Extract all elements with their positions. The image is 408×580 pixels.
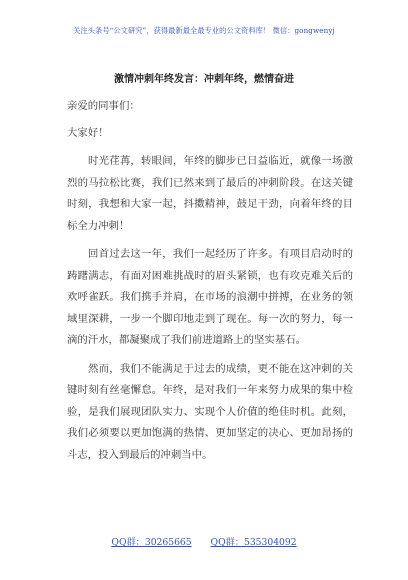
paragraph-3: 然而，我们不能满足于过去的成绩，更不能在这冲刺的关键时刻有丝毫懈怠。年终，是对我们一年来努力成果的集中检验，是我们展现团队实力、实现个人价值的绝佳时机。此刻，我们必须要以更加饱满的热情、更加坚定的决心、更加昂扬的斗志，投入到最后的冲刺当中。 [67, 362, 353, 461]
header-promo-note: 关注头条号“公文研究”，获得最新最全最专业的公文资料库！ 微信：gongwenyj [73, 26, 335, 35]
document-body [67, 96, 353, 466]
paragraph-2: 回首过去这一年，我们一起经历了许多。有项目启动时的踌躇满志，有面对困难挑战时的眉头紧锁，也有攻克难关后的欢呼雀跃。我们携手并肩，在市场的浪潮中拼搏，在业务的领域里深耕，一步一个脚印地走到了现在。每一次的努力，每一滴的汗水，都凝聚成了我们前进道路上的坚实基石。 [67, 248, 353, 346]
greeting: 大家好！ [67, 126, 109, 139]
qq-group-link-2[interactable]: QQ群：535304092 [210, 537, 297, 548]
page-title: 激情冲刺年终发言：冲刺年终，燃情奋进 [114, 74, 294, 85]
qq-group-link-1[interactable]: QQ群：30265665 [111, 537, 192, 548]
paragraph-1: 时光荏苒，转眼间，年终的脚步已日益临近，就像一场激烈的马拉松比赛，我们已然来到了最后的冲刺阶段。在这关键时刻，我想和大家一起，抖擞精神，鼓足干劲，向着年终的目标全力冲刺！ [67, 155, 353, 232]
salutation: 亲爱的同事们： [67, 100, 140, 112]
footer-contact [0, 534, 408, 548]
